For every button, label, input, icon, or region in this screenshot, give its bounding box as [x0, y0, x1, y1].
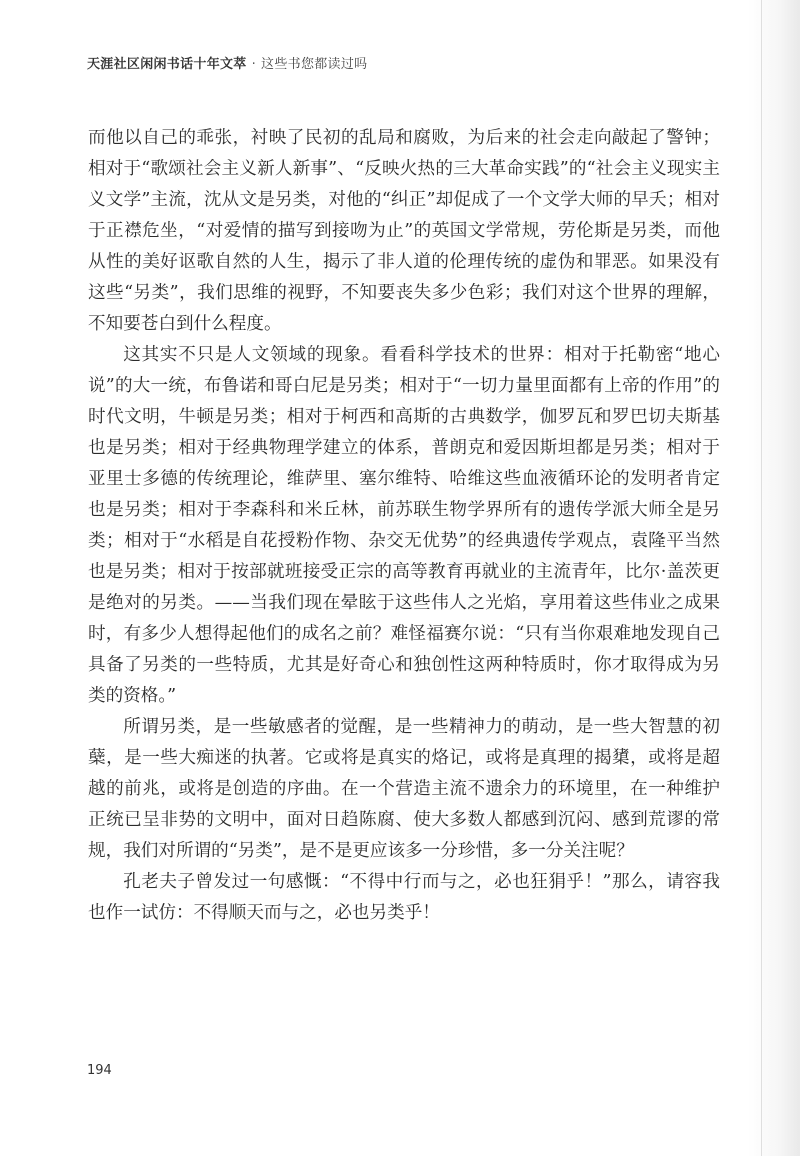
running-header [87, 53, 367, 72]
binding-shadow [748, 0, 800, 1156]
paragraph: 所谓另类，是一些敏感者的觉醒，是一些精神力的萌动，是一些大智慧的初蘖，是一些大痴迷的执著。它或将是真实的烙记，或将是真理的揭橥，或将是超越的前兆，或将是创造的序曲。在一个营造主流不遗余力的环境里，在一种维护正统已呈非势的文明中，面对日趋陈腐、使大多数人都感到沉闷、感到荒谬的常规，我们对所谓的“另类”，是不是更应该多一分珍惜，多一分关注呢？ [88, 717, 720, 861]
book-title: 天涯社区闲闲书话十年文萃 [87, 57, 247, 72]
body-text [88, 123, 720, 929]
page-number: 194 [87, 1063, 112, 1078]
header-separator: · [251, 57, 257, 72]
binding-edge [761, 0, 762, 1156]
paragraph: 孔老夫子曾发过一句感慨：“不得中行而与之，必也狂狷乎！”那么，请容我也作一试仿：不得顺天而与之，必也另类乎！ [88, 872, 720, 923]
paragraph-continued: 而他以自己的乖张，衬映了民初的乱局和腐败，为后来的社会走向敲起了警钟；相对于“歌颂社会主义新人新事”、“反映火热的三大革命实践”的“社会主义现实主义文学”主流，沈从文是另类，对他的“纠正”却促成了一个文学大师的早夭；相对于正襟危坐，“对爱情的描写到接吻为止”的英国文学常规，劳伦斯是另类，而他从性的美好讴歌自然的人生，揭示了非人道的伦理传统的虚伪和罪恶。如果没有这些“另类”，我们思维的视野，不知要丧失多少色彩；我们对这个世界的理解，不知要苍白到什么程度。 [88, 128, 720, 334]
paragraph: 这其实不只是人文领域的现象。看看科学技术的世界：相对于托勒密“地心说”的大一统，布鲁诺和哥白尼是另类；相对于“一切力量里面都有上帝的作用”的时代文明，牛顿是另类；相对于柯西和高斯的古典数学，伽罗瓦和罗巴切夫斯基也是另类；相对于经典物理学建立的体系，普朗克和爱因斯坦都是另类；相对于亚里士多德的传统理论，维萨里、塞尔维特、哈维这些血液循环论的发明者肯定也是另类；相对于李森科和米丘林，前苏联生物学界所有的遗传学派大师全是另类；相对于“水稻是自花授粉作物、杂交无优势”的经典遗传学观点，袁隆平当然也是另类；相对于按部就班接受正宗的高等教育再就业的主流青年，比尔·盖茨更是绝对的另类。——当我们现在晕眩于这些伟人之光焰，享用着这些伟业之成果时，有多少人想得起他们的成名之前？难怪福赛尔说：“只有当你艰难地发现自己具备了另类的一些特质，尤其是好奇心和独创性这两种特质时，你才取得成为另类的资格。” [88, 345, 720, 706]
section-title: 这些书您都读过吗 [261, 57, 368, 72]
